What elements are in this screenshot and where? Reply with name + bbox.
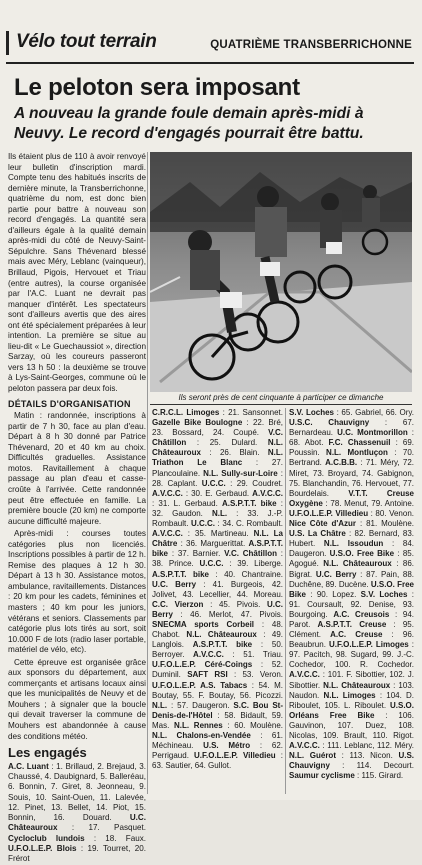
engage-club: N.L. Triathon Le Blanc bbox=[152, 448, 283, 468]
engage-club: U.S.O. Free Bike bbox=[329, 549, 395, 559]
page-header bbox=[6, 27, 414, 63]
engage-riders: : 37. Barnier. bbox=[168, 549, 225, 559]
engage-riders: : 81. Moulène. bbox=[356, 519, 415, 529]
engage-club: U.S.O. Free Bike bbox=[289, 579, 414, 599]
engage-club: V.C. Châtillon bbox=[224, 549, 277, 559]
engage-club: U.C. Châteauroux bbox=[8, 813, 146, 833]
section-heading-organisation: DÉTAILS D'ORGANISATION bbox=[8, 398, 131, 409]
engage-club: U.C. Montmorillon bbox=[337, 428, 408, 438]
engage-club: N.L. La Châtre bbox=[152, 529, 284, 549]
caption-divider bbox=[150, 404, 412, 405]
engage-club: U.C.C. bbox=[191, 519, 216, 529]
engage-club: U.F.O.L.E.P. Villedieu bbox=[194, 751, 276, 761]
engage-club: Cycloclub lundois bbox=[8, 833, 85, 843]
engage-club: SNECMA sports Corbeil bbox=[152, 619, 255, 629]
engage-club: A.S.P.T.T. bike bbox=[221, 498, 277, 508]
engage-club: N.L. Montluçon bbox=[326, 448, 388, 458]
engage-club: U.F.O.L.E.P. Blois bbox=[8, 844, 77, 853]
column-divider-right bbox=[285, 408, 286, 794]
engage-riders: : 69. Poussin. bbox=[289, 438, 414, 458]
engage-riders: : 67. Bernardeau. bbox=[289, 418, 414, 438]
engage-riders: : 68. Abot. bbox=[289, 428, 414, 448]
header-rule-bar bbox=[6, 31, 9, 55]
engage-club: N.L. Châteauroux bbox=[323, 559, 392, 569]
engage-club: A.V.C.C. bbox=[289, 670, 320, 680]
engage-riders: : 58. Bidault, 59. Mas. bbox=[152, 710, 283, 730]
engage-club: U.F.O.L.E.P. Céré-Coings bbox=[152, 660, 253, 670]
engage-riders: : 50. Berroyer. bbox=[152, 640, 283, 660]
engage-club: A.C. Luant bbox=[8, 761, 49, 771]
engage-club: U.C.C. bbox=[199, 559, 224, 569]
engage-club: N.L. Châteauroux bbox=[152, 438, 283, 458]
engage-riders: : 31. L. Gerbaud. bbox=[152, 498, 222, 508]
engage-riders: : 91. Coursault, 92. Denise, 93. Bourgoing. bbox=[289, 589, 414, 619]
engage-club: S.V. Loches bbox=[360, 589, 408, 599]
engage-club: U.S. La Châtre bbox=[289, 529, 346, 539]
engage-club: U.C.C. bbox=[201, 478, 226, 488]
engages-list-left bbox=[8, 762, 146, 865]
engage-riders: : 78. Menut, 79. Antoine. bbox=[322, 498, 414, 508]
engage-riders: : 65. Gabriel, 66. Ory. bbox=[334, 408, 414, 417]
engage-club: A.V.C.C. bbox=[193, 650, 224, 660]
engage-club: A.S.P.T.T. bike bbox=[152, 569, 209, 579]
engage-club: N.L. Châteauroux bbox=[323, 680, 391, 690]
engage-riders: : 95. Clément. bbox=[289, 619, 414, 640]
intro-paragraph: Ils étaient plus de 110 à avoir renvoyé leur bulletin d'inscription mardi. Compte tenu des habitués inscrits de dernière minute, la Transberrichonne, quatrième du nom, est donc bien partie pour battre à nouveau son record d'engagés. La quantité sera d'ailleurs égale à la qualité demain après-midi du côté de Neuvy-Saint-Sépulchre. Sans Thévenard blessé mais avec Méry, Leblanc (vainqueur), Brillaud, Pigois, Hervouet et Triau (entre autres), la course organisée par l'A.C. Luant ne devrait pas manquer d'intérêt. Les spectateurs sont d'ailleurs avertis que des aires ont été spécialement préparées à leur intention. La première se situe au lieu-dit « Le Guechaussiot », direction Sarzay, où les coureurs passeront vers 13 h 50 : la deuxième se trouve à Lys-Saint-Georges, commune où le peloton passera par deux fois. bbox=[8, 152, 146, 394]
engage-riders: : 82. Bernard, 83. Hubert. bbox=[289, 529, 414, 549]
engage-club: N.L. bbox=[152, 700, 168, 710]
engage-club: S.C. Bou St-Denis-de-l'Hôtel bbox=[152, 700, 283, 720]
engage-riders: : 113. Nicon. bbox=[335, 751, 399, 761]
engage-club: C.C. Vierzon bbox=[152, 599, 204, 609]
engage-club: U.C. Berry bbox=[315, 569, 357, 579]
header-divider bbox=[6, 62, 414, 64]
engage-club: A.S.P.T.T. bike bbox=[152, 539, 283, 559]
engage-club: A.V.C.C. bbox=[152, 529, 183, 539]
engage-club: A.V.C.C. bbox=[252, 488, 283, 498]
engage-riders: : 30. E. Gerbaud. bbox=[182, 488, 253, 498]
engage-riders: : 101. F. Sibottier, 102. J. Sibottier. bbox=[289, 670, 414, 690]
engage-riders: : 61. Méchineau. bbox=[152, 731, 283, 751]
engage-riders: : 48. Chabot. bbox=[152, 619, 283, 640]
engage-club: U.F.O.L.E.P. Villedieu bbox=[289, 508, 369, 518]
engage-riders: : 115. Girard. bbox=[354, 771, 404, 781]
engage-riders: : 38. Prince. bbox=[152, 549, 283, 569]
engage-riders: : 114. Decourt. bbox=[329, 761, 414, 771]
section-rubric: Vélo tout terrain bbox=[16, 31, 157, 52]
engage-riders: : 86. Bigrat. bbox=[289, 559, 414, 579]
engage-club: N.L. Sully-sur-Loire bbox=[203, 468, 278, 478]
engage-riders: : 29. Coudret. bbox=[225, 478, 283, 488]
engage-riders: : 49. Langlois. bbox=[152, 630, 283, 650]
engage-club: U.S. Métro bbox=[203, 741, 251, 751]
engage-riders: : 103. Naudon. bbox=[289, 680, 414, 700]
engage-riders: : 87. Pain, 88. Duchêne, 89. Ducène. bbox=[289, 569, 415, 589]
article-body-left bbox=[8, 152, 146, 865]
engage-riders: : 70. Bertrand. bbox=[289, 448, 415, 468]
engage-riders: : 90. Lopez. bbox=[305, 589, 361, 599]
engage-riders: : 21. Sansonnet. bbox=[219, 408, 283, 417]
engage-riders: : 71. Méry, 72. Miret, 73. Broyard, 74. Gabignon, 75. Blanchandin, 76. Hervouet, 77. Bourdelais. bbox=[289, 458, 414, 498]
engage-club: C.R.C.L. Limoges bbox=[152, 408, 220, 417]
engage-club: A.S.P.T.T. bike bbox=[192, 640, 253, 650]
engage-club: N.L. Limoges bbox=[323, 690, 376, 700]
engage-club: U.F.O.L.E.P. A.S. Tabacs bbox=[152, 680, 248, 690]
engage-riders: : 84. Daugeron. bbox=[289, 539, 414, 559]
engage-riders: : 94. Parot. bbox=[289, 609, 414, 629]
engage-club: V.T.T. Creuse Oxygène bbox=[289, 488, 414, 508]
engage-club: U.S. Chauvigny bbox=[289, 751, 414, 771]
details-paragraph-2: Après-midi : courses toutes catégories plus non licenciés. Inscriptions possibles à partir de 12 h. Remise des plaques à 12 h 30. Départ à 13 h 30. Assistance motos, ambulance, ravitaillements. Distances : 20 km pour les cadets, féminines et masters ; 40 km pour les juniors, vétérans et seniors. Classements par catégorie plus lots tirés au sort, soit 10.000 F de lots (radio laser portable, matériel de vélo, etc). bbox=[8, 529, 146, 655]
details-paragraph-1: Matin : randonnée, inscriptions à partir de 7 h 30, face au plan d'eau. Départ à 8 h 30 donné par Patrice Thévenard, 20 et 40 km au choix. Difficultés graduelles. Assistance motos. Ravitaillement à chaque passage au plan d'eau et casse-croûte à l'arrivée. Cette randonnée peut être effectuée en famille. La première boucle (20 km) ne comporte aucune difficulté majeure. bbox=[8, 411, 146, 526]
engage-riders: : 25. Dulard. bbox=[186, 438, 268, 448]
engage-riders: : 97. Pacitch, 98. Sugard, 99. J.-C. Cochedor, 100. R. Cochedor. bbox=[289, 640, 415, 670]
engage-riders: : 111. Leblanc, 112. Méry. bbox=[319, 741, 414, 751]
details-paragraph-3: Cette épreuve est organisée grâce aux sponsors du département, aux commerçants et artisans locaux ainsi que les municipalités de Neuvy et de Mouhers ; à signaler que la boucle qui devait traverser la commune de Mouhers est abandonnée à cause des conditions météo. bbox=[8, 657, 146, 741]
engage-club: N.L. Rennes bbox=[174, 720, 223, 730]
engage-club: Gazelle Bike Boulogne bbox=[152, 418, 243, 428]
engage-club: N.L. Guérot bbox=[289, 751, 336, 761]
article-title: Le peloton sera imposant bbox=[14, 74, 300, 101]
engages-list-middle bbox=[152, 408, 283, 771]
engage-club: N.L. bbox=[211, 508, 228, 518]
engage-club: N.L. Chalons-en-Vendée bbox=[152, 731, 251, 740]
engage-riders: : 53. Veron. bbox=[227, 670, 284, 680]
engage-club: F.C. Chassenuil bbox=[328, 438, 391, 448]
engage-riders: : 106. Gauvinon, 107. Duez, 108. Nicolas, 109. Brault, 110. Rigot. bbox=[289, 710, 414, 740]
engage-riders: : 62. Perrigaud. bbox=[152, 741, 283, 761]
engage-club: V.C. Châtillon bbox=[152, 428, 283, 448]
engage-club: U.F.O.L.E.P. Limoges bbox=[328, 640, 409, 650]
engage-riders: : 41. Burgeois, 42. Jolivet, 43. Lecellier, 44. Moreau. bbox=[152, 579, 284, 599]
engage-club: A.S.P.T.T. Creuse bbox=[317, 619, 387, 629]
engage-riders: : 17. Pasquet. bbox=[57, 823, 146, 833]
engage-club: SAFT RSI bbox=[187, 670, 228, 680]
engage-riders: : 85. Agogué. bbox=[289, 549, 414, 569]
engage-riders: : 96. Beaubrun. bbox=[289, 630, 414, 650]
engage-riders: : 1. Brillaud, 2. Brejaud, 3. Chaussé, 4. Daubignard, 5. Balleréau, 6. Bonnin, 7. Giret, 8. Jeonneau, 9. Souis, 10. Saint-Ouen, 11. Lalevée, 12. Pinet, 13. Bellet, 14. Piot, 15. Bonnin, 16. Douard. bbox=[8, 761, 146, 823]
engage-club: A.C.B.B. bbox=[325, 458, 358, 468]
engage-riders: : 63. Sautier, 64. Gullot. bbox=[152, 751, 284, 771]
engage-club: A.V.C.C. bbox=[152, 488, 183, 498]
engage-riders: : 51. Triau. bbox=[223, 650, 283, 660]
engage-club: Nice Côte d'Azur bbox=[289, 519, 357, 529]
engage-club: U.C. Berry bbox=[152, 579, 197, 589]
engage-riders: : 46. Merlot, 47. Pivois. bbox=[172, 609, 283, 619]
engage-riders: : 35. Martineau. bbox=[182, 529, 254, 539]
engage-club: N.L. Issoudun bbox=[323, 539, 384, 549]
engage-club: U.C. Berry bbox=[152, 599, 283, 619]
race-photo bbox=[150, 152, 412, 392]
engage-riders: : 45. Pivois. bbox=[203, 599, 267, 609]
article-lead: A nouveau la grande foule demain après-midi à Neuvy. Le record d'engagés pourrait être battu. bbox=[14, 105, 364, 142]
engage-riders: : 33. J.-P. Rombault. bbox=[152, 508, 283, 529]
engage-riders: : 28. Caplant. bbox=[152, 468, 283, 488]
photo-caption: Ils seront près de cent cinquante à participer ce dimanche bbox=[178, 393, 384, 402]
engage-club: U.S.C. Chauvigny bbox=[289, 418, 370, 428]
engage-riders: : 60. Moulène. bbox=[222, 720, 283, 730]
column-divider-left bbox=[147, 152, 148, 794]
engage-club: S.V. Loches bbox=[289, 408, 334, 417]
engage-riders: : 40. Chantraine. bbox=[208, 569, 283, 579]
supertitle: QUATRIÈME TRANSBERRICHONNE bbox=[210, 39, 412, 51]
engage-riders: : 54. M. Boutay, 55. F. Boutay, 56. Picozzi. bbox=[152, 680, 283, 700]
engage-club: A.C. Creuse bbox=[330, 630, 383, 640]
engage-riders: : 52. Duminil. bbox=[152, 660, 283, 680]
engage-riders: : 26. Blain. bbox=[200, 448, 268, 458]
engage-riders: : 22. Bré, 23. Bossard, 24. Coupé. bbox=[152, 418, 284, 438]
engage-riders: : 18. Faux. bbox=[84, 833, 146, 843]
engage-riders: : 19. Tourret, 20. Frérot bbox=[8, 844, 146, 864]
engage-club: A.V.C.C. bbox=[289, 741, 320, 751]
engage-riders: : 32. Gaudon. bbox=[152, 498, 284, 518]
section-heading-engages: Les engagés bbox=[8, 745, 87, 761]
engage-riders: : 80. Venon. bbox=[368, 508, 414, 518]
engage-club: Saumur cyclisme bbox=[289, 771, 355, 781]
engage-riders: : 27. Plancoulaine. bbox=[152, 458, 283, 478]
engage-riders: : 39. Liberge. bbox=[223, 559, 284, 569]
engage-riders: : 104. D. Riboulet, 105. L. Riboulet. bbox=[289, 690, 414, 710]
engage-riders: : 57. Daugeron. bbox=[167, 700, 234, 710]
engage-club: N.L. Châteauroux bbox=[186, 630, 257, 640]
engages-list-right bbox=[289, 408, 414, 781]
engage-riders: : 34. C. Rombault. bbox=[215, 519, 283, 529]
engage-club: A.C. Creusois bbox=[333, 609, 390, 619]
engage-club: U.S.O. Orléans Free Bike bbox=[289, 700, 414, 720]
engage-riders: : 36. Marguerittat. bbox=[177, 539, 249, 549]
cyclists-photo-illustration bbox=[150, 152, 412, 392]
